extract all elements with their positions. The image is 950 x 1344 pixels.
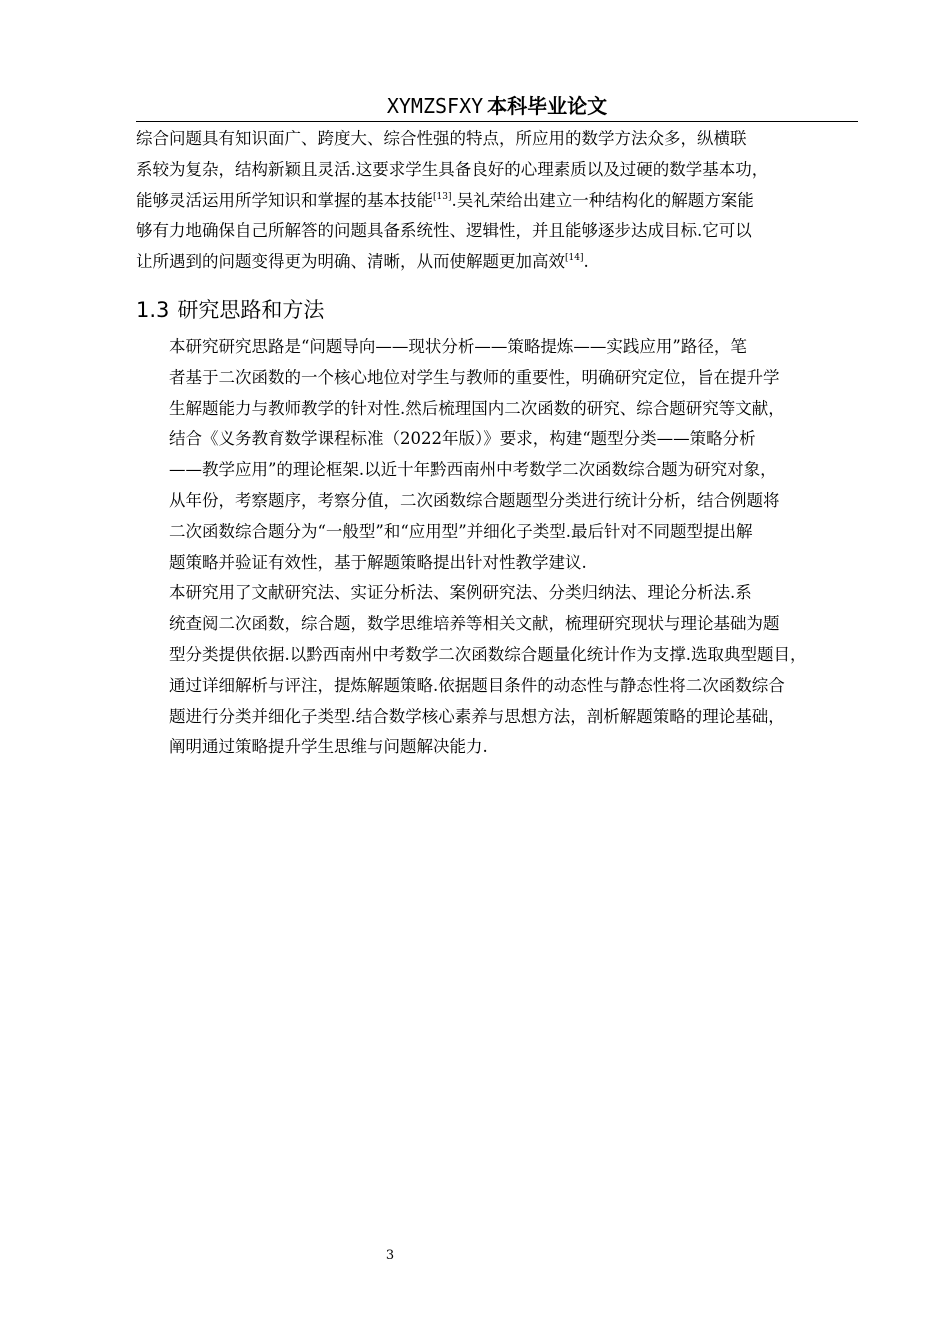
header-thesis-title: 本科毕业论文 [487, 94, 608, 118]
header-divider [136, 121, 858, 122]
text-line: 型分类提供依据.以黔西南州中考数学二次函数综合题量化统计作为支撑.选取典型题目， [169, 644, 807, 664]
page-number: 3 [385, 1248, 395, 1263]
text-line: 本研究用了文献研究法、实证分析法、案例研究法、分类归纳法、理论分析法.系 [169, 583, 752, 603]
text-line: 本研究研究思路是“问题导向——现状分析——策略提炼——实践应用”路径，笔 [169, 336, 747, 356]
citation-13: [13] [433, 191, 452, 202]
text-line: 够有力地确保自己所解答的问题具备系统性、逻辑性，并且能够逐步达成目标.它可以 [136, 221, 752, 241]
text-line: 综合问题具有知识面广、跨度大、综合性强的特点，所应用的数学方法众多，纵横联 [136, 129, 747, 148]
text-line: 结合《义务教育数学课程标准（2022年版）》要求，构建“题型分类——策略分析 [169, 429, 756, 449]
citation-14: [14] [565, 253, 584, 264]
text-fragment: . [583, 252, 589, 272]
text-line [136, 186, 858, 217]
text-line: 阐明通过策略提升学生思维与问题解决能力. [169, 737, 488, 757]
text-line: 二次函数综合题分为“一般型”和“应用型”并细化子类型.最后针对不同题型提出解 [169, 521, 753, 541]
text-line: 通过详细解析与评注，提炼解题策略.依据题目条件的动态性与静态性将二次函数综合 [169, 675, 785, 695]
section-title: 研究思路和方法 [177, 297, 325, 322]
text-line: 者基于二次函数的一个核心地位对学生与教师的重要性，明确研究定位，旨在提升学 [169, 367, 780, 387]
text-line: 系较为复杂，结构新颖且灵活.这要求学生具备良好的心理素质以及过硬的数学基本功， [136, 159, 769, 179]
header-school-code: XYMZSFXY [386, 94, 484, 118]
text-line: 统查阅二次函数，综合题，数学思维培养等相关文献，梳理研究现状与理论基础为题 [169, 614, 780, 634]
text-fragment: 能够灵活运用所学知识和掌握的基本技能 [136, 190, 433, 210]
text-line: 从年份，考察题序，考察分值，二次函数综合题题型分类进行统计分析，结合例题将 [169, 490, 780, 510]
text-fragment: 让所遇到的问题变得更为明确、清晰，从而使解题更加高效 [136, 252, 565, 272]
intro-paragraph [136, 124, 858, 278]
text-fragment: .吴礼荣给出建立一种结构化的解题方案能 [451, 190, 754, 210]
body-content [136, 124, 858, 763]
text-line: 生解题能力与教师教学的针对性.然后梳理国内二次函数的研究、综合题研究等文献， [169, 398, 785, 418]
text-line: ——教学应用”的理论框架.以近十年黔西南州中考数学二次函数综合题为研究对象， [169, 460, 777, 480]
text-line: 题进行分类并细化子类型.结合数学核心素养与思想方法，剖析解题策略的理论基础， [169, 706, 785, 726]
text-line [136, 247, 858, 278]
running-header [136, 94, 858, 118]
research-methods-paragraph [136, 578, 858, 763]
section-number: 1.3 [136, 297, 170, 322]
research-approach-paragraph [136, 332, 858, 578]
text-line: 题策略并验证有效性，基于解题策略提出针对性教学建议. [169, 552, 587, 572]
section-heading [136, 290, 858, 330]
